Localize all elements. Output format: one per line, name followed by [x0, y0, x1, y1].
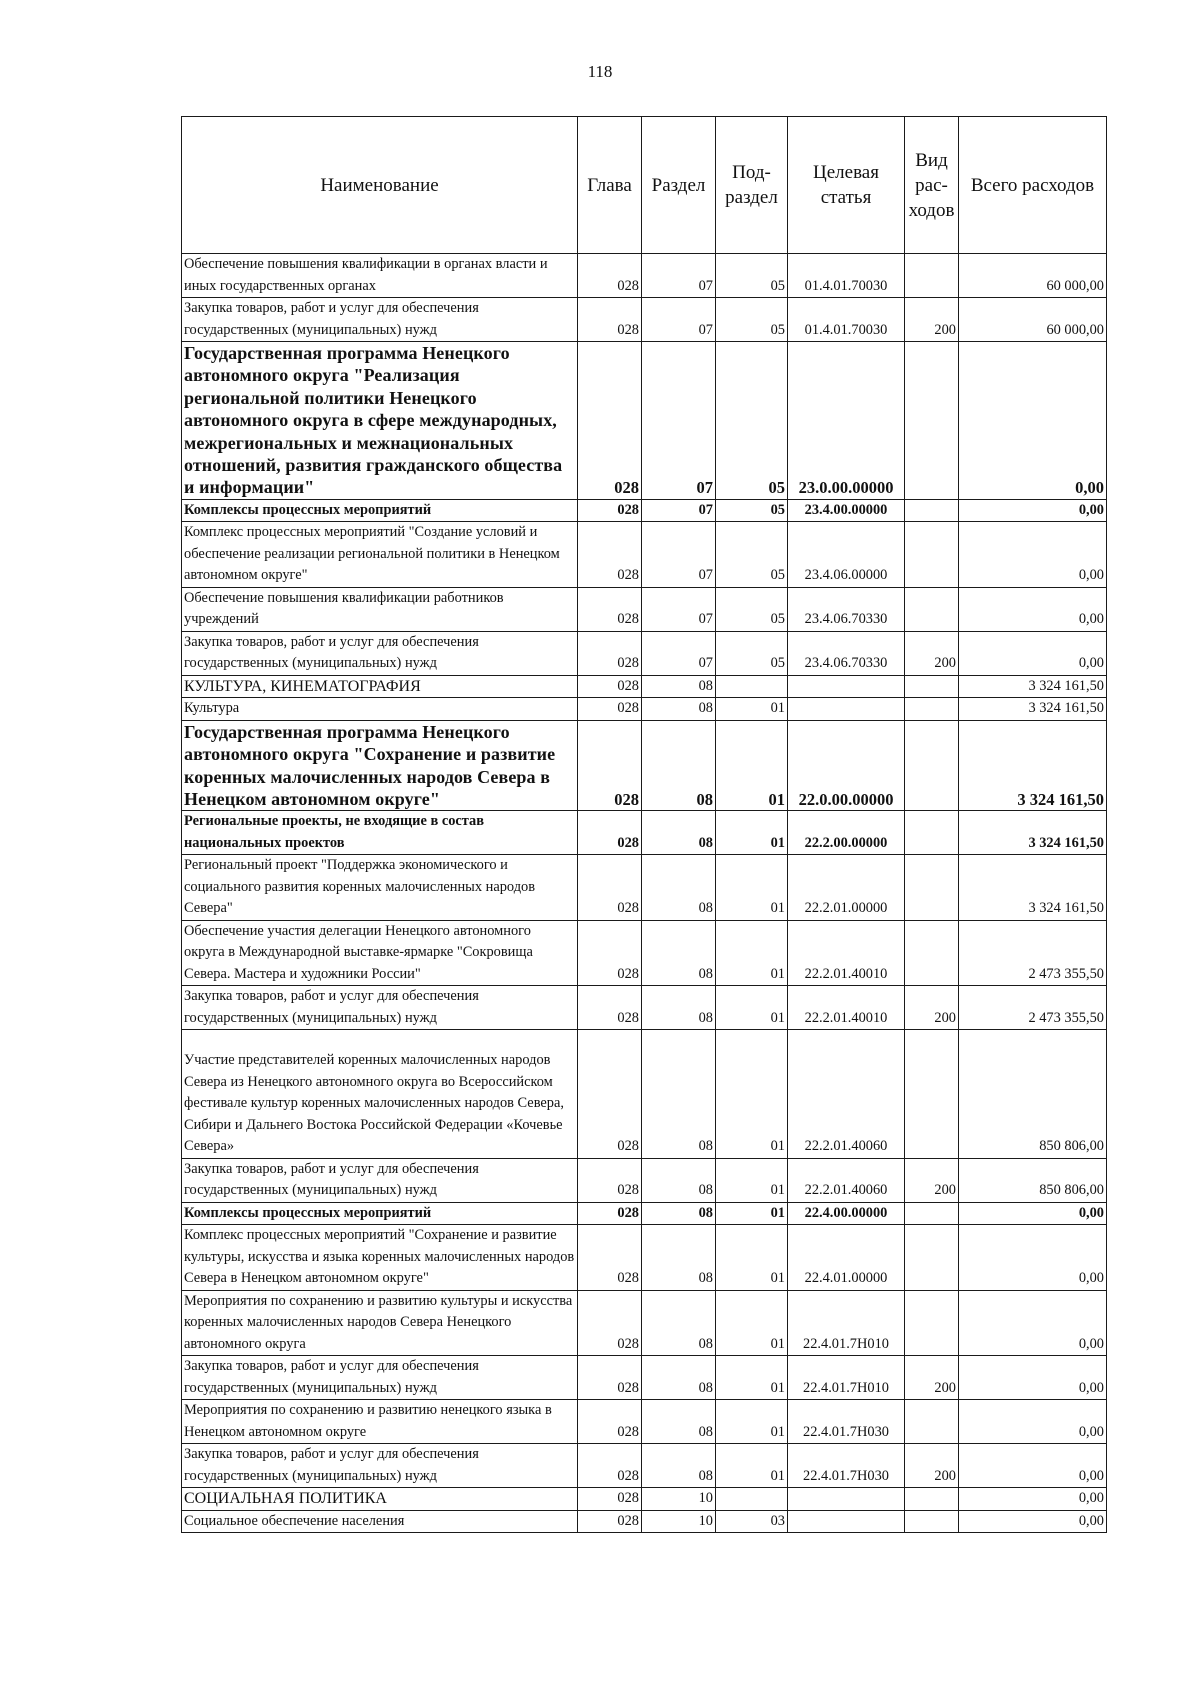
cell-vid: 200 — [905, 1158, 959, 1202]
cell-razdel: 07 — [642, 631, 716, 675]
cell-podrazdel: 05 — [716, 631, 788, 675]
cell-total: 3 324 161,50 — [959, 720, 1107, 811]
cell-name: Комплексы процессных мероприятий — [182, 1202, 578, 1225]
cell-celevaya: 22.4.01.7Н010 — [788, 1356, 905, 1400]
cell-total: 0,00 — [959, 587, 1107, 631]
cell-celevaya: 23.4.06.70330 — [788, 631, 905, 675]
cell-razdel: 08 — [642, 1158, 716, 1202]
cell-glava: 028 — [578, 1030, 642, 1159]
cell-vid: 200 — [905, 1356, 959, 1400]
cell-podrazdel: 01 — [716, 920, 788, 986]
header-razdel: Раздел — [642, 117, 716, 254]
cell-total: 3 324 161,50 — [959, 855, 1107, 921]
cell-total: 0,00 — [959, 1510, 1107, 1533]
cell-name: Государственная программа Ненецкого автономного округа "Сохранение и развитие коренных малочисленных народов Севера в Ненецком автономном округе" — [182, 720, 578, 811]
cell-vid — [905, 1202, 959, 1225]
cell-name: Культура — [182, 698, 578, 721]
table-row — [182, 811, 1107, 855]
cell-razdel: 07 — [642, 298, 716, 342]
cell-vid — [905, 499, 959, 522]
cell-vid — [905, 1290, 959, 1356]
table-row — [182, 986, 1107, 1030]
cell-celevaya — [788, 1488, 905, 1511]
cell-celevaya: 22.2.01.00000 — [788, 855, 905, 921]
cell-podrazdel: 01 — [716, 1158, 788, 1202]
cell-podrazdel: 01 — [716, 1202, 788, 1225]
cell-vid — [905, 1030, 959, 1159]
cell-vid — [905, 855, 959, 921]
cell-total: 0,00 — [959, 1202, 1107, 1225]
table-row — [182, 298, 1107, 342]
cell-podrazdel: 01 — [716, 1225, 788, 1291]
cell-celevaya: 22.2.01.40010 — [788, 920, 905, 986]
table-header-row — [182, 117, 1107, 254]
cell-podrazdel: 05 — [716, 499, 788, 522]
cell-vid: 200 — [905, 1444, 959, 1488]
table-body — [182, 254, 1107, 1533]
cell-name: Закупка товаров, работ и услуг для обеспечения государственных (муниципальных) нужд — [182, 1158, 578, 1202]
cell-podrazdel: 03 — [716, 1510, 788, 1533]
cell-vid — [905, 522, 959, 588]
header-glava: Глава — [578, 117, 642, 254]
cell-vid — [905, 587, 959, 631]
table-row — [182, 1356, 1107, 1400]
cell-glava: 028 — [578, 499, 642, 522]
cell-total: 3 324 161,50 — [959, 698, 1107, 721]
cell-podrazdel: 05 — [716, 587, 788, 631]
cell-name: Закупка товаров, работ и услуг для обеспечения государственных (муниципальных) нужд — [182, 631, 578, 675]
cell-razdel: 08 — [642, 920, 716, 986]
cell-podrazdel: 01 — [716, 811, 788, 855]
cell-podrazdel: 01 — [716, 720, 788, 811]
cell-name: Обеспечение повышения квалификации работников учреждений — [182, 587, 578, 631]
cell-glava: 028 — [578, 1158, 642, 1202]
header-vid: Вид рас- ходов — [905, 117, 959, 254]
cell-vid: 200 — [905, 631, 959, 675]
cell-name: Мероприятия по сохранению и развитию культуры и искусства коренных малочисленных народов Севера Ненецкого автономного округа — [182, 1290, 578, 1356]
cell-name: Участие представителей коренных малочисленных народов Севера из Ненецкого автономного округа во Всероссийском фестивале культур коренных малочисленных народов Севера, Сибири и Дальнего Востока Российской Федерации «Кочевье Севера» — [182, 1030, 578, 1159]
cell-name: Обеспечение участия делегации Ненецкого автономного округа в Международной выставке-ярмарке "Сокровища Севера. Мастера и художники России" — [182, 920, 578, 986]
cell-celevaya: 22.2.01.40060 — [788, 1158, 905, 1202]
cell-vid — [905, 1400, 959, 1444]
cell-razdel: 08 — [642, 1400, 716, 1444]
cell-vid — [905, 1488, 959, 1511]
cell-celevaya: 22.4.01.7Н030 — [788, 1444, 905, 1488]
cell-vid — [905, 698, 959, 721]
cell-podrazdel: 01 — [716, 698, 788, 721]
table-row — [182, 522, 1107, 588]
cell-name: Комплекс процессных мероприятий "Создание условий и обеспечение реализации региональной политики в Ненецком автономном округе" — [182, 522, 578, 588]
table-row — [182, 720, 1107, 811]
cell-razdel: 08 — [642, 1290, 716, 1356]
cell-name: Социальное обеспечение населения — [182, 1510, 578, 1533]
cell-vid — [905, 675, 959, 698]
page-number: 118 — [587, 62, 613, 81]
cell-total: 3 324 161,50 — [959, 811, 1107, 855]
cell-podrazdel: 01 — [716, 1290, 788, 1356]
table-row — [182, 1510, 1107, 1533]
cell-vid — [905, 254, 959, 298]
cell-podrazdel: 01 — [716, 1400, 788, 1444]
cell-total: 0,00 — [959, 522, 1107, 588]
cell-glava: 028 — [578, 986, 642, 1030]
cell-glava: 028 — [578, 254, 642, 298]
cell-name: Закупка товаров, работ и услуг для обеспечения государственных (муниципальных) нужд — [182, 986, 578, 1030]
cell-glava: 028 — [578, 342, 642, 500]
cell-razdel: 07 — [642, 342, 716, 500]
header-name: Наименование — [182, 117, 578, 254]
cell-podrazdel — [716, 1488, 788, 1511]
table-row — [182, 631, 1107, 675]
cell-podrazdel: 05 — [716, 298, 788, 342]
cell-vid: 200 — [905, 298, 959, 342]
cell-glava: 028 — [578, 675, 642, 698]
table-row — [182, 855, 1107, 921]
cell-total: 0,00 — [959, 499, 1107, 522]
cell-razdel: 08 — [642, 1356, 716, 1400]
cell-total: 0,00 — [959, 1400, 1107, 1444]
table-row — [182, 254, 1107, 298]
cell-total: 2 473 355,50 — [959, 986, 1107, 1030]
cell-razdel: 08 — [642, 1444, 716, 1488]
table-row — [182, 342, 1107, 500]
cell-glava: 028 — [578, 1202, 642, 1225]
table-row — [182, 1290, 1107, 1356]
cell-razdel: 08 — [642, 855, 716, 921]
cell-razdel: 08 — [642, 1225, 716, 1291]
cell-celevaya: 22.4.01.7Н030 — [788, 1400, 905, 1444]
cell-celevaya: 23.0.00.00000 — [788, 342, 905, 500]
table-row — [182, 1225, 1107, 1291]
table-row — [182, 1030, 1107, 1159]
cell-podrazdel: 05 — [716, 254, 788, 298]
cell-razdel: 08 — [642, 675, 716, 698]
cell-razdel: 07 — [642, 254, 716, 298]
cell-razdel: 10 — [642, 1510, 716, 1533]
cell-glava: 028 — [578, 1356, 642, 1400]
cell-glava: 028 — [578, 698, 642, 721]
cell-vid — [905, 720, 959, 811]
cell-vid — [905, 1510, 959, 1533]
cell-glava: 028 — [578, 1400, 642, 1444]
cell-name: Закупка товаров, работ и услуг для обеспечения государственных (муниципальных) нужд — [182, 1444, 578, 1488]
cell-name: Региональные проекты, не входящие в состав национальных проектов — [182, 811, 578, 855]
table-row — [182, 1158, 1107, 1202]
cell-celevaya: 22.4.00.00000 — [788, 1202, 905, 1225]
cell-razdel: 08 — [642, 698, 716, 721]
header-celevaya: Целевая статья — [788, 117, 905, 254]
cell-glava: 028 — [578, 522, 642, 588]
cell-vid: 200 — [905, 986, 959, 1030]
cell-celevaya: 23.4.06.70330 — [788, 587, 905, 631]
cell-total: 2 473 355,50 — [959, 920, 1107, 986]
cell-celevaya: 23.4.00.00000 — [788, 499, 905, 522]
cell-name: Закупка товаров, работ и услуг для обеспечения государственных (муниципальных) нужд — [182, 1356, 578, 1400]
cell-total: 0,00 — [959, 1225, 1107, 1291]
table-row — [182, 675, 1107, 698]
cell-total: 3 324 161,50 — [959, 675, 1107, 698]
cell-celevaya — [788, 1510, 905, 1533]
table-row — [182, 920, 1107, 986]
cell-total: 850 806,00 — [959, 1030, 1107, 1159]
cell-glava: 028 — [578, 1225, 642, 1291]
cell-total: 0,00 — [959, 1356, 1107, 1400]
cell-celevaya: 22.2.01.40060 — [788, 1030, 905, 1159]
cell-total: 0,00 — [959, 631, 1107, 675]
cell-razdel: 10 — [642, 1488, 716, 1511]
cell-podrazdel: 05 — [716, 342, 788, 500]
cell-razdel: 08 — [642, 1030, 716, 1159]
cell-celevaya: 01.4.01.70030 — [788, 254, 905, 298]
cell-glava: 028 — [578, 298, 642, 342]
cell-razdel: 07 — [642, 587, 716, 631]
cell-glava: 028 — [578, 811, 642, 855]
cell-glava: 028 — [578, 720, 642, 811]
cell-name: Региональный проект "Поддержка экономического и социального развития коренных малочисленных народов Севера" — [182, 855, 578, 921]
cell-razdel: 08 — [642, 986, 716, 1030]
cell-total: 850 806,00 — [959, 1158, 1107, 1202]
cell-name: КУЛЬТУРА, КИНЕМАТОГРАФИЯ — [182, 675, 578, 698]
cell-glava: 028 — [578, 920, 642, 986]
cell-celevaya: 22.4.01.00000 — [788, 1225, 905, 1291]
cell-celevaya: 22.4.01.7Н010 — [788, 1290, 905, 1356]
cell-total: 0,00 — [959, 342, 1107, 500]
cell-name: СОЦИАЛЬНАЯ ПОЛИТИКА — [182, 1488, 578, 1511]
cell-glava: 028 — [578, 631, 642, 675]
cell-total: 0,00 — [959, 1444, 1107, 1488]
cell-celevaya — [788, 675, 905, 698]
cell-glava: 028 — [578, 855, 642, 921]
cell-name: Государственная программа Ненецкого автономного округа "Реализация региональной политики Ненецкого автономного округа в сфере международных, межрегиональных и межнациональных отношений, развития гражданского общества и информации" — [182, 342, 578, 500]
cell-glava: 028 — [578, 1488, 642, 1511]
table-row — [182, 1488, 1107, 1511]
cell-total: 60 000,00 — [959, 254, 1107, 298]
cell-celevaya: 22.0.00.00000 — [788, 720, 905, 811]
cell-vid — [905, 1225, 959, 1291]
cell-celevaya: 22.2.00.00000 — [788, 811, 905, 855]
budget-table — [181, 116, 1107, 1533]
cell-razdel: 08 — [642, 811, 716, 855]
cell-razdel: 08 — [642, 720, 716, 811]
cell-vid — [905, 811, 959, 855]
cell-celevaya: 22.2.01.40010 — [788, 986, 905, 1030]
cell-glava: 028 — [578, 1290, 642, 1356]
header-podrazdel: Под- раздел — [716, 117, 788, 254]
table-row — [182, 587, 1107, 631]
table-row — [182, 1202, 1107, 1225]
cell-podrazdel: 05 — [716, 522, 788, 588]
cell-razdel: 07 — [642, 522, 716, 588]
cell-total: 60 000,00 — [959, 298, 1107, 342]
cell-podrazdel: 01 — [716, 1356, 788, 1400]
cell-podrazdel: 01 — [716, 855, 788, 921]
cell-name: Комплекс процессных мероприятий "Сохранение и развитие культуры, искусства и языка коренных малочисленных народов Севера в Ненецком автономном округе" — [182, 1225, 578, 1291]
cell-name: Мероприятия по сохранению и развитию ненецкого языка в Ненецком автономном округе — [182, 1400, 578, 1444]
cell-vid — [905, 920, 959, 986]
cell-celevaya — [788, 698, 905, 721]
table-row — [182, 1400, 1107, 1444]
cell-glava: 028 — [578, 587, 642, 631]
cell-podrazdel: 01 — [716, 986, 788, 1030]
header-total: Всего расходов — [959, 117, 1107, 254]
cell-total: 0,00 — [959, 1488, 1107, 1511]
cell-razdel: 07 — [642, 499, 716, 522]
cell-podrazdel: 01 — [716, 1030, 788, 1159]
cell-podrazdel — [716, 675, 788, 698]
cell-name: Обеспечение повышения квалификации в органах власти и иных государственных органах — [182, 254, 578, 298]
table-row — [182, 1444, 1107, 1488]
cell-podrazdel: 01 — [716, 1444, 788, 1488]
cell-celevaya: 01.4.01.70030 — [788, 298, 905, 342]
cell-celevaya: 23.4.06.00000 — [788, 522, 905, 588]
cell-name: Закупка товаров, работ и услуг для обеспечения государственных (муниципальных) нужд — [182, 298, 578, 342]
table-row — [182, 499, 1107, 522]
cell-name: Комплексы процессных мероприятий — [182, 499, 578, 522]
cell-vid — [905, 342, 959, 500]
cell-glava: 028 — [578, 1510, 642, 1533]
cell-razdel: 08 — [642, 1202, 716, 1225]
table-row — [182, 698, 1107, 721]
cell-glava: 028 — [578, 1444, 642, 1488]
cell-total: 0,00 — [959, 1290, 1107, 1356]
